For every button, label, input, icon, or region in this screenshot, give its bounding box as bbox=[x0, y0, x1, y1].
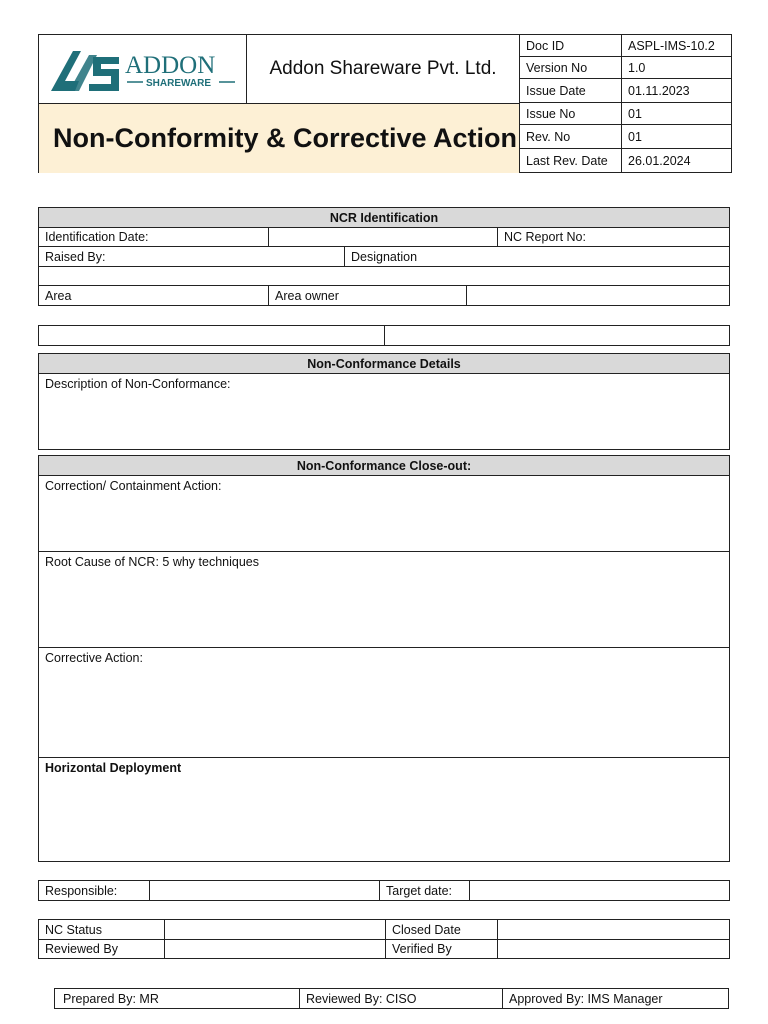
area-field[interactable]: Area bbox=[38, 285, 269, 306]
meta-value-rev-no: 01 bbox=[621, 124, 732, 149]
nc-status-label: NC Status bbox=[38, 919, 165, 940]
root-cause-field[interactable]: Root Cause of NCR: 5 why techniques bbox=[38, 551, 730, 648]
verified-by-label: Verified By bbox=[385, 939, 498, 959]
responsible-label: Responsible: bbox=[38, 880, 150, 901]
blank-field-left[interactable] bbox=[38, 325, 385, 346]
identification-date-label: Identification Date: bbox=[38, 227, 269, 247]
title-band bbox=[38, 103, 520, 173]
closed-date-field[interactable] bbox=[497, 919, 730, 940]
area-owner-label: Area owner bbox=[268, 285, 467, 306]
prepared-by: Prepared By: MR bbox=[54, 988, 300, 1009]
meta-label-issue-date: Issue Date bbox=[519, 78, 622, 103]
approved-by: Approved By: IMS Manager bbox=[502, 988, 729, 1009]
company-name: Addon Shareware Pvt. Ltd. bbox=[246, 34, 520, 104]
responsible-field[interactable] bbox=[149, 880, 380, 901]
reviewed-by-field[interactable] bbox=[164, 939, 386, 959]
identification-date-field[interactable] bbox=[268, 227, 498, 247]
target-date-label: Target date: bbox=[379, 880, 470, 901]
blank-field-right[interactable] bbox=[384, 325, 730, 346]
svg-text:ADDON: ADDON bbox=[125, 52, 216, 79]
reviewed-by-footer: Reviewed By: CISO bbox=[299, 988, 503, 1009]
addon-logo-icon bbox=[39, 35, 246, 103]
meta-value-issue-date: 01.11.2023 bbox=[621, 78, 732, 103]
blank-row[interactable] bbox=[38, 266, 730, 286]
meta-value-version: 1.0 bbox=[621, 56, 732, 79]
logo bbox=[38, 34, 247, 104]
closed-date-label: Closed Date bbox=[385, 919, 498, 940]
ncr-identification-heading: NCR Identification bbox=[38, 207, 730, 228]
raised-by-field[interactable]: Raised By: bbox=[38, 246, 345, 267]
meta-value-last-rev-date: 26.01.2024 bbox=[621, 148, 732, 173]
nc-status-field[interactable] bbox=[164, 919, 386, 940]
meta-label-version: Version No bbox=[519, 56, 622, 79]
designation-field[interactable]: Designation bbox=[344, 246, 730, 267]
nc-description-field[interactable]: Description of Non-Conformance: bbox=[38, 373, 730, 450]
meta-label-rev-no: Rev. No bbox=[519, 124, 622, 149]
nc-details-heading: Non-Conformance Details bbox=[38, 353, 730, 374]
reviewed-by-label: Reviewed By bbox=[38, 939, 165, 959]
meta-value-doc-id: ASPL-IMS-10.2 bbox=[621, 34, 732, 57]
meta-label-doc-id: Doc ID bbox=[519, 34, 622, 57]
area-owner-field[interactable] bbox=[466, 285, 730, 306]
verified-by-field[interactable] bbox=[497, 939, 730, 959]
corrective-action-field[interactable]: Corrective Action: bbox=[38, 647, 730, 758]
svg-text:SHAREWARE: SHAREWARE bbox=[146, 78, 212, 89]
page-title: Non-Conformity & Corrective Action bbox=[53, 123, 518, 153]
meta-value-issue-no: 01 bbox=[621, 102, 732, 125]
correction-action-field[interactable]: Correction/ Containment Action: bbox=[38, 475, 730, 552]
target-date-field[interactable] bbox=[469, 880, 730, 901]
nc-closeout-heading: Non-Conformance Close-out: bbox=[38, 455, 730, 476]
meta-label-last-rev-date: Last Rev. Date bbox=[519, 148, 622, 173]
meta-label-issue-no: Issue No bbox=[519, 102, 622, 125]
nc-report-no-field[interactable]: NC Report No: bbox=[497, 227, 730, 247]
horizontal-deployment-field[interactable]: Horizontal Deployment bbox=[38, 757, 730, 862]
